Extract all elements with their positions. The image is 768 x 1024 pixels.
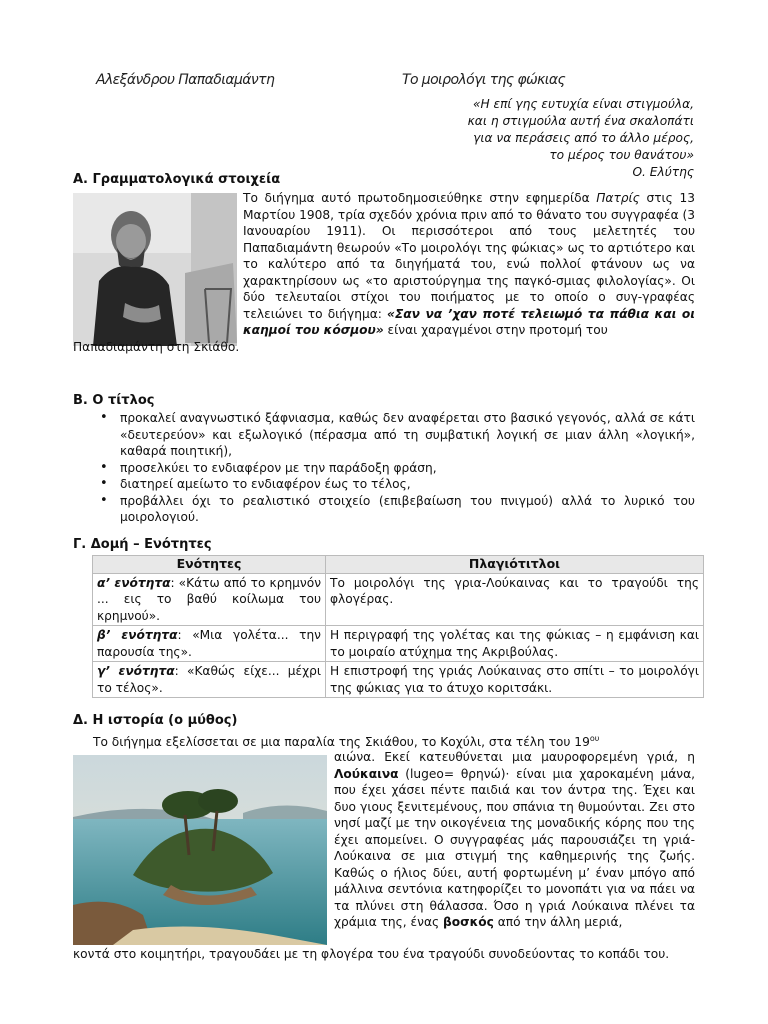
table-cell-subtitle: Η περιγραφή της γολέτας και της φώκιας – η εμφάνιση και το μοιραίο ατύχημα της Ακριβούλας. <box>326 626 704 662</box>
epigraph-author: Ο. Ελύτης <box>632 165 694 179</box>
shepherd-word: βοσκός <box>443 915 494 929</box>
header-title: Το μοιρολόγι της φώκιας <box>402 72 566 88</box>
section-a-tail: Παπαδιαμάντη στη Σκιάθο. <box>73 340 240 354</box>
section-a-text-1: Το διήγημα αυτό πρωτοδημοσιεύθηκε στην εφημερίδα <box>243 191 597 205</box>
table-row <box>93 626 704 662</box>
table-row <box>93 573 704 626</box>
table-cell-section <box>93 626 326 662</box>
section-a-paragraph <box>243 190 695 339</box>
section-d-text-2: (lugeo= θρηνώ)· είναι μια χαροκαμένη μάνα, που έχει χάσει πέντε παιδιά και τον άντρα της. Έχει και δυο γιους ξενιτεμένους, που σπάνια τη θυμούνται. Ζει στο νησί μαζί με την οικογένεια της μοναδικής κόρης που της έχει απομείνει. Ο συγγραφέας μάς παρουσιάζει τη γριά-Λούκαινα σε μια στιγμή της καθημερινής της ζωής. Καθώς ο ήλιος δύει, αυτή φορτωμένη μ’ έναν μπόγο από μάλλινα σεντόνια κατηφορίζει το μονοπάτι για να πάει να τα πλύνει στη θάλασσα. Όσο η γριά Λούκαινα πλένει τα χράμια της, ένας <box>334 766 695 929</box>
list-item: • προκαλεί αναγνωστικό ξάφνιασμα, καθώς δεν αναφέρεται στο βασικό γεγονός, αλλά σε κάτι «δευτερεύον» και εξωλογικό (πέρασμα από τη συμβατική λογική σε μιαν άλλη «λογική», καθαρά ποιητική), <box>100 410 695 460</box>
section-d-heading: Δ. Η ιστορία (ο μύθος) <box>73 713 238 728</box>
section-d-text-1: αιώνα. Εκεί κατευθύνεται μια μαυροφορεμένη γριά, η <box>334 750 695 764</box>
section-label: β’ ενότητα <box>97 628 178 642</box>
section-b-heading: Β. Ο τίτλος <box>73 393 155 408</box>
section-d-text-3: από την άλλη μεριά, <box>493 915 623 929</box>
section-d-intro <box>93 731 695 751</box>
structure-table <box>92 555 704 698</box>
character-name: Λούκαινα <box>334 766 399 781</box>
section-a-text-3: είναι χαραγμένοι στην προτομή του <box>383 323 608 337</box>
epigraph-line: για να περάσεις από το άλλο μέρος, <box>473 131 694 145</box>
table-cell-section <box>93 573 326 626</box>
title-bullet-list <box>100 410 695 526</box>
epigraph-line: το μέρος του θανάτου» <box>549 148 694 162</box>
newspaper-name: Πατρίς <box>596 191 640 205</box>
table-header-subtitles: Πλαγιότιτλοι <box>326 556 704 574</box>
section-a-text-2: στις 13 Μαρτίου 1908, τρία σχεδόν χρόνια πριν από το θάνατο του συγγραφέα (3 Ιανουαρίου 1911). Οι περισσότεροι από τους μελετητές του Παπαδιαμάντη θεωρούν «Το μοιρολόγι της φώκιας» ως το αρτιότερο και το καλύτερο από τα διηγήματά του, ενώ πολλοί φτάνουν ως να χαρακτηρίσουν ως «το αριστούργημα της παγκό-σμιας φιλολογίας». Οι δύο τελευταίοι στίχοι του ποιήματος με το οποίο ο συγ-γραφέας τελειώνει το διήγημα: <box>243 191 696 321</box>
section-a-quote: «Σαν να ’χαν ποτέ τελειωμό τα πάθια και οι καημοί του κόσμου» <box>243 306 695 337</box>
section-d-tail: κοντά στο κοιμητήρι, τραγουδάει με τη φλογέρα του ένα τραγούδι συνοδεύοντας το κοπάδι του. <box>73 947 670 961</box>
header-author: Αλεξάνδρου Παπαδιαμάντη <box>96 72 275 88</box>
epigraph <box>468 96 694 181</box>
section-label: α’ ενότητα <box>97 575 171 590</box>
list-item: • προσελκύει το ενδιαφέρον με την παράδοξη φράση, <box>100 460 695 477</box>
section-range: : «Καθώς είχε... μέχρι το τέλος». <box>97 664 321 695</box>
section-d-paragraph <box>334 749 695 931</box>
table-cell-subtitle: Το μοιρολόγι της γρια-Λούκαινας και το τραγούδι της φλογέρας. <box>326 573 704 626</box>
list-item: • προβάλλει όχι το ρεαλιστικό στοιχείο (επιβεβαίωση του πνιγμού) αλλά το λυρικό του μοιρολογιού. <box>100 493 695 526</box>
section-label: γ’ ενότητα <box>97 664 175 678</box>
author-portrait-photo <box>73 193 237 346</box>
section-c-heading: Γ. Δομή – Ενότητες <box>73 537 212 552</box>
seascape-painting <box>73 755 327 945</box>
table-cell-section <box>93 662 326 698</box>
table-header-sections: Ενότητες <box>93 556 326 574</box>
epigraph-line: «Η επί γης ευτυχία είναι στιγμούλα, <box>472 97 694 111</box>
table-cell-subtitle: Η επιστροφή της γριάς Λούκαινας στο σπίτι – το μοιρολόγι της φώκιας για το άτυχο κοριτσάκι. <box>326 662 704 698</box>
superscript: ου <box>589 734 600 743</box>
table-header-row <box>93 556 704 574</box>
section-d-intro-text: Το διήγημα εξελίσσεται σε μια παραλία της Σκιάθου, το Κοχύλι, στα τέλη του 19 <box>93 735 590 750</box>
section-a-heading: Α. Γραμματολογικά στοιχεία <box>73 172 281 187</box>
section-range: : «Κάτω από το κρημνόν ... εις το βαθύ κοίλωμα του κρημνού». <box>97 575 321 623</box>
list-item: • διατηρεί αμείωτο το ενδιαφέρον έως το τέλος, <box>100 476 695 493</box>
epigraph-line: και η στιγμούλα αυτή ένα σκαλοπάτι <box>467 114 694 128</box>
section-range: : «Μια γολέτα... την παρουσία της». <box>97 628 321 659</box>
table-row <box>93 662 704 698</box>
